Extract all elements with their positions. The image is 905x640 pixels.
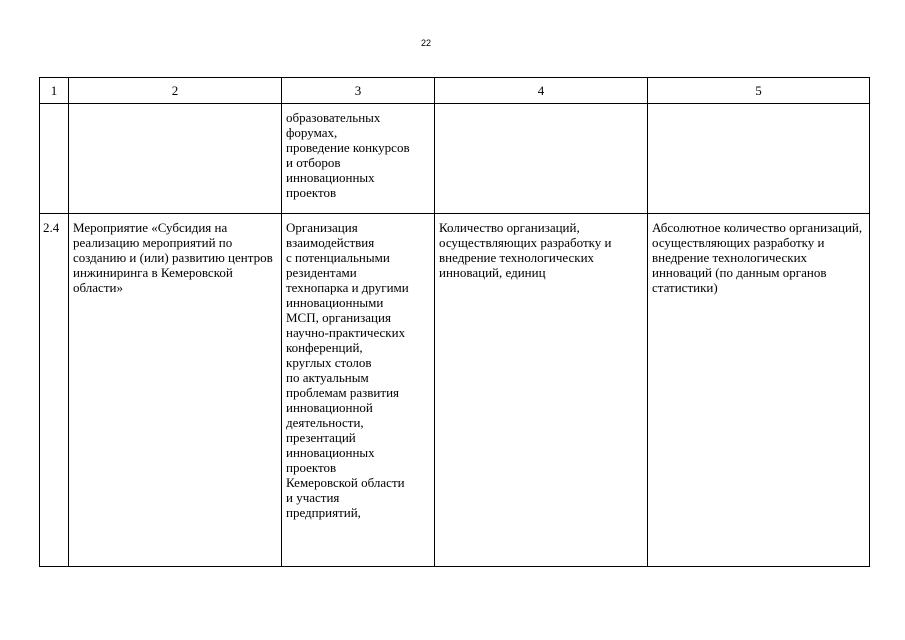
event-cell: Мероприятие «Субсидия на реализацию мероприятий по созданию и (или) развитию центров инжиниринга в Кемеровской области» — [69, 214, 282, 567]
description-cell: образовательных форумах, проведение конкурсов и отборов инновационных проектов — [282, 104, 435, 214]
indicator-cell — [435, 104, 648, 214]
column-header: 1 — [40, 78, 69, 104]
data-table — [39, 77, 870, 567]
row-number-cell — [40, 104, 69, 214]
method-cell: Абсолютное количество организаций, осуществляющих разработку и внедрение технологических инноваций (по данным органов статистики) — [648, 214, 870, 567]
column-header: 2 — [69, 78, 282, 104]
column-header: 3 — [282, 78, 435, 104]
description-cell: Организация взаимодействия с потенциальными резидентами технопарка и другими инновационными МСП, организация научно-практических конференций, круглых столов по актуальным проблемам развития инновационной деятельности, презентаций инновационных проектов Кемеровской области и участия предприятий, — [282, 214, 435, 567]
column-header: 5 — [648, 78, 870, 104]
indicator-cell: Количество организаций, осуществляющих разработку и внедрение технологических инноваций, единиц — [435, 214, 648, 567]
method-cell — [648, 104, 870, 214]
event-cell — [69, 104, 282, 214]
table-row — [40, 214, 870, 567]
page-number: 22 — [420, 38, 431, 48]
table-row — [40, 104, 870, 214]
row-number-cell: 2.4 — [40, 214, 69, 567]
table-header-row — [40, 78, 870, 104]
column-header: 4 — [435, 78, 648, 104]
